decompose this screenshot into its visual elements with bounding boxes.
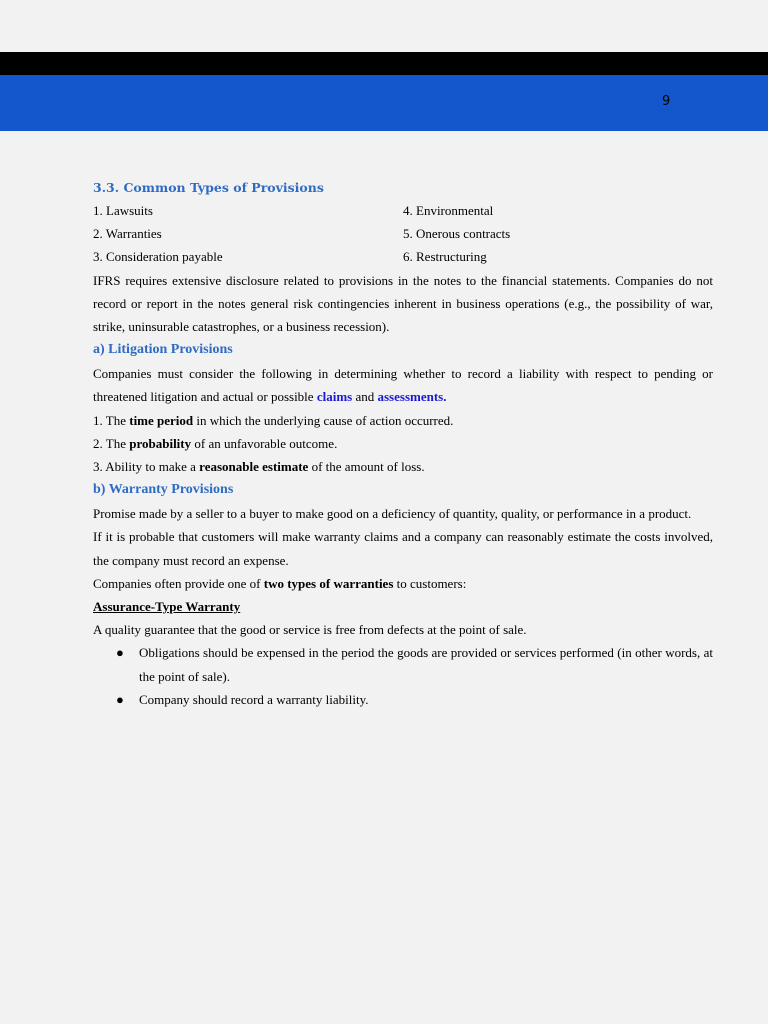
item-prefix: 2. The (93, 435, 130, 451)
item-suffix: of an unfavorable outcome. (191, 435, 338, 451)
assurance-warranty-title: Assurance-Type Warranty (93, 599, 241, 615)
litigation-lead-text: Companies must consider the following in determining whether to record a liability with respect to pending or threatened litigation and actual or possible (93, 366, 713, 405)
and-text: and (352, 389, 378, 405)
section-title: 3.3. Common Types of Provisions (93, 180, 324, 195)
warranty-types-intro (93, 572, 713, 595)
bullet-icon: ● (116, 691, 124, 707)
provision-types-right (403, 199, 713, 269)
provision-types-left (93, 199, 403, 269)
list-item: 4. Environmental (403, 203, 494, 218)
warranty-recognition: If it is probable that customers will make warranty claims and a company can reasonably estimate the costs involved, the company must record an expense. (93, 529, 713, 568)
page-number: 9 (662, 94, 671, 109)
bullet-icon: ● (116, 645, 124, 661)
assurance-bullet-list (93, 641, 713, 711)
header-blue-bar (0, 75, 768, 131)
litigation-item (93, 432, 713, 455)
list-item: 3. Consideration payable (93, 249, 223, 265)
assessments-term: assessments. (377, 389, 447, 405)
item-key-term: reasonable estimate (199, 459, 309, 475)
item-prefix: 1. The (93, 412, 130, 428)
intro-suffix: to customers: (393, 575, 467, 591)
list-item: 6. Restructuring (403, 249, 487, 265)
provision-types-list (93, 199, 713, 269)
warranty-title: b) Warranty Provisions (93, 482, 234, 498)
bullet-item (93, 641, 713, 687)
item-suffix: of the amount of loss. (308, 459, 425, 475)
item-suffix: in which the underlying cause of action occurred. (193, 412, 454, 428)
litigation-item (93, 409, 713, 432)
item-key-term: probability (129, 435, 192, 451)
bullet-text: Obligations should be expensed in the period the goods are provided or services performed (in other words, at the point of sale). (139, 645, 713, 684)
document-body (93, 176, 713, 711)
litigation-lead-paragraph (93, 362, 713, 408)
litigation-title: a) Litigation Provisions (93, 342, 233, 358)
list-item: 1. Lawsuits (93, 203, 153, 218)
item-prefix: 3. Ability to make a (93, 459, 200, 475)
bullet-item (93, 688, 713, 711)
warranty-definition: Promise made by a seller to a buyer to make good on a deficiency of quantity, quality, or performance in a product. (93, 506, 692, 522)
litigation-item (93, 455, 713, 478)
item-key-term: time period (129, 412, 194, 428)
header-black-bar (0, 52, 768, 75)
bullet-text: Company should record a warranty liability. (139, 691, 369, 707)
list-item: 5. Onerous contracts (403, 226, 511, 242)
assurance-warranty-description: A quality guarantee that the good or service is free from defects at the point of sale. (93, 622, 527, 638)
list-item: 2. Warranties (93, 226, 162, 242)
intro-prefix: Companies often provide one of (93, 575, 264, 591)
warranty-types-term: two types of warranties (263, 575, 394, 591)
claims-term: claims (316, 389, 353, 405)
intro-paragraph: IFRS requires extensive disclosure related to provisions in the notes to the financial statements. Companies do not record or report in the notes general risk contingencies inherent in business operations (e.g., the possibility of war, strike, uninsurable catastrophes, or a business recession). (93, 272, 713, 335)
